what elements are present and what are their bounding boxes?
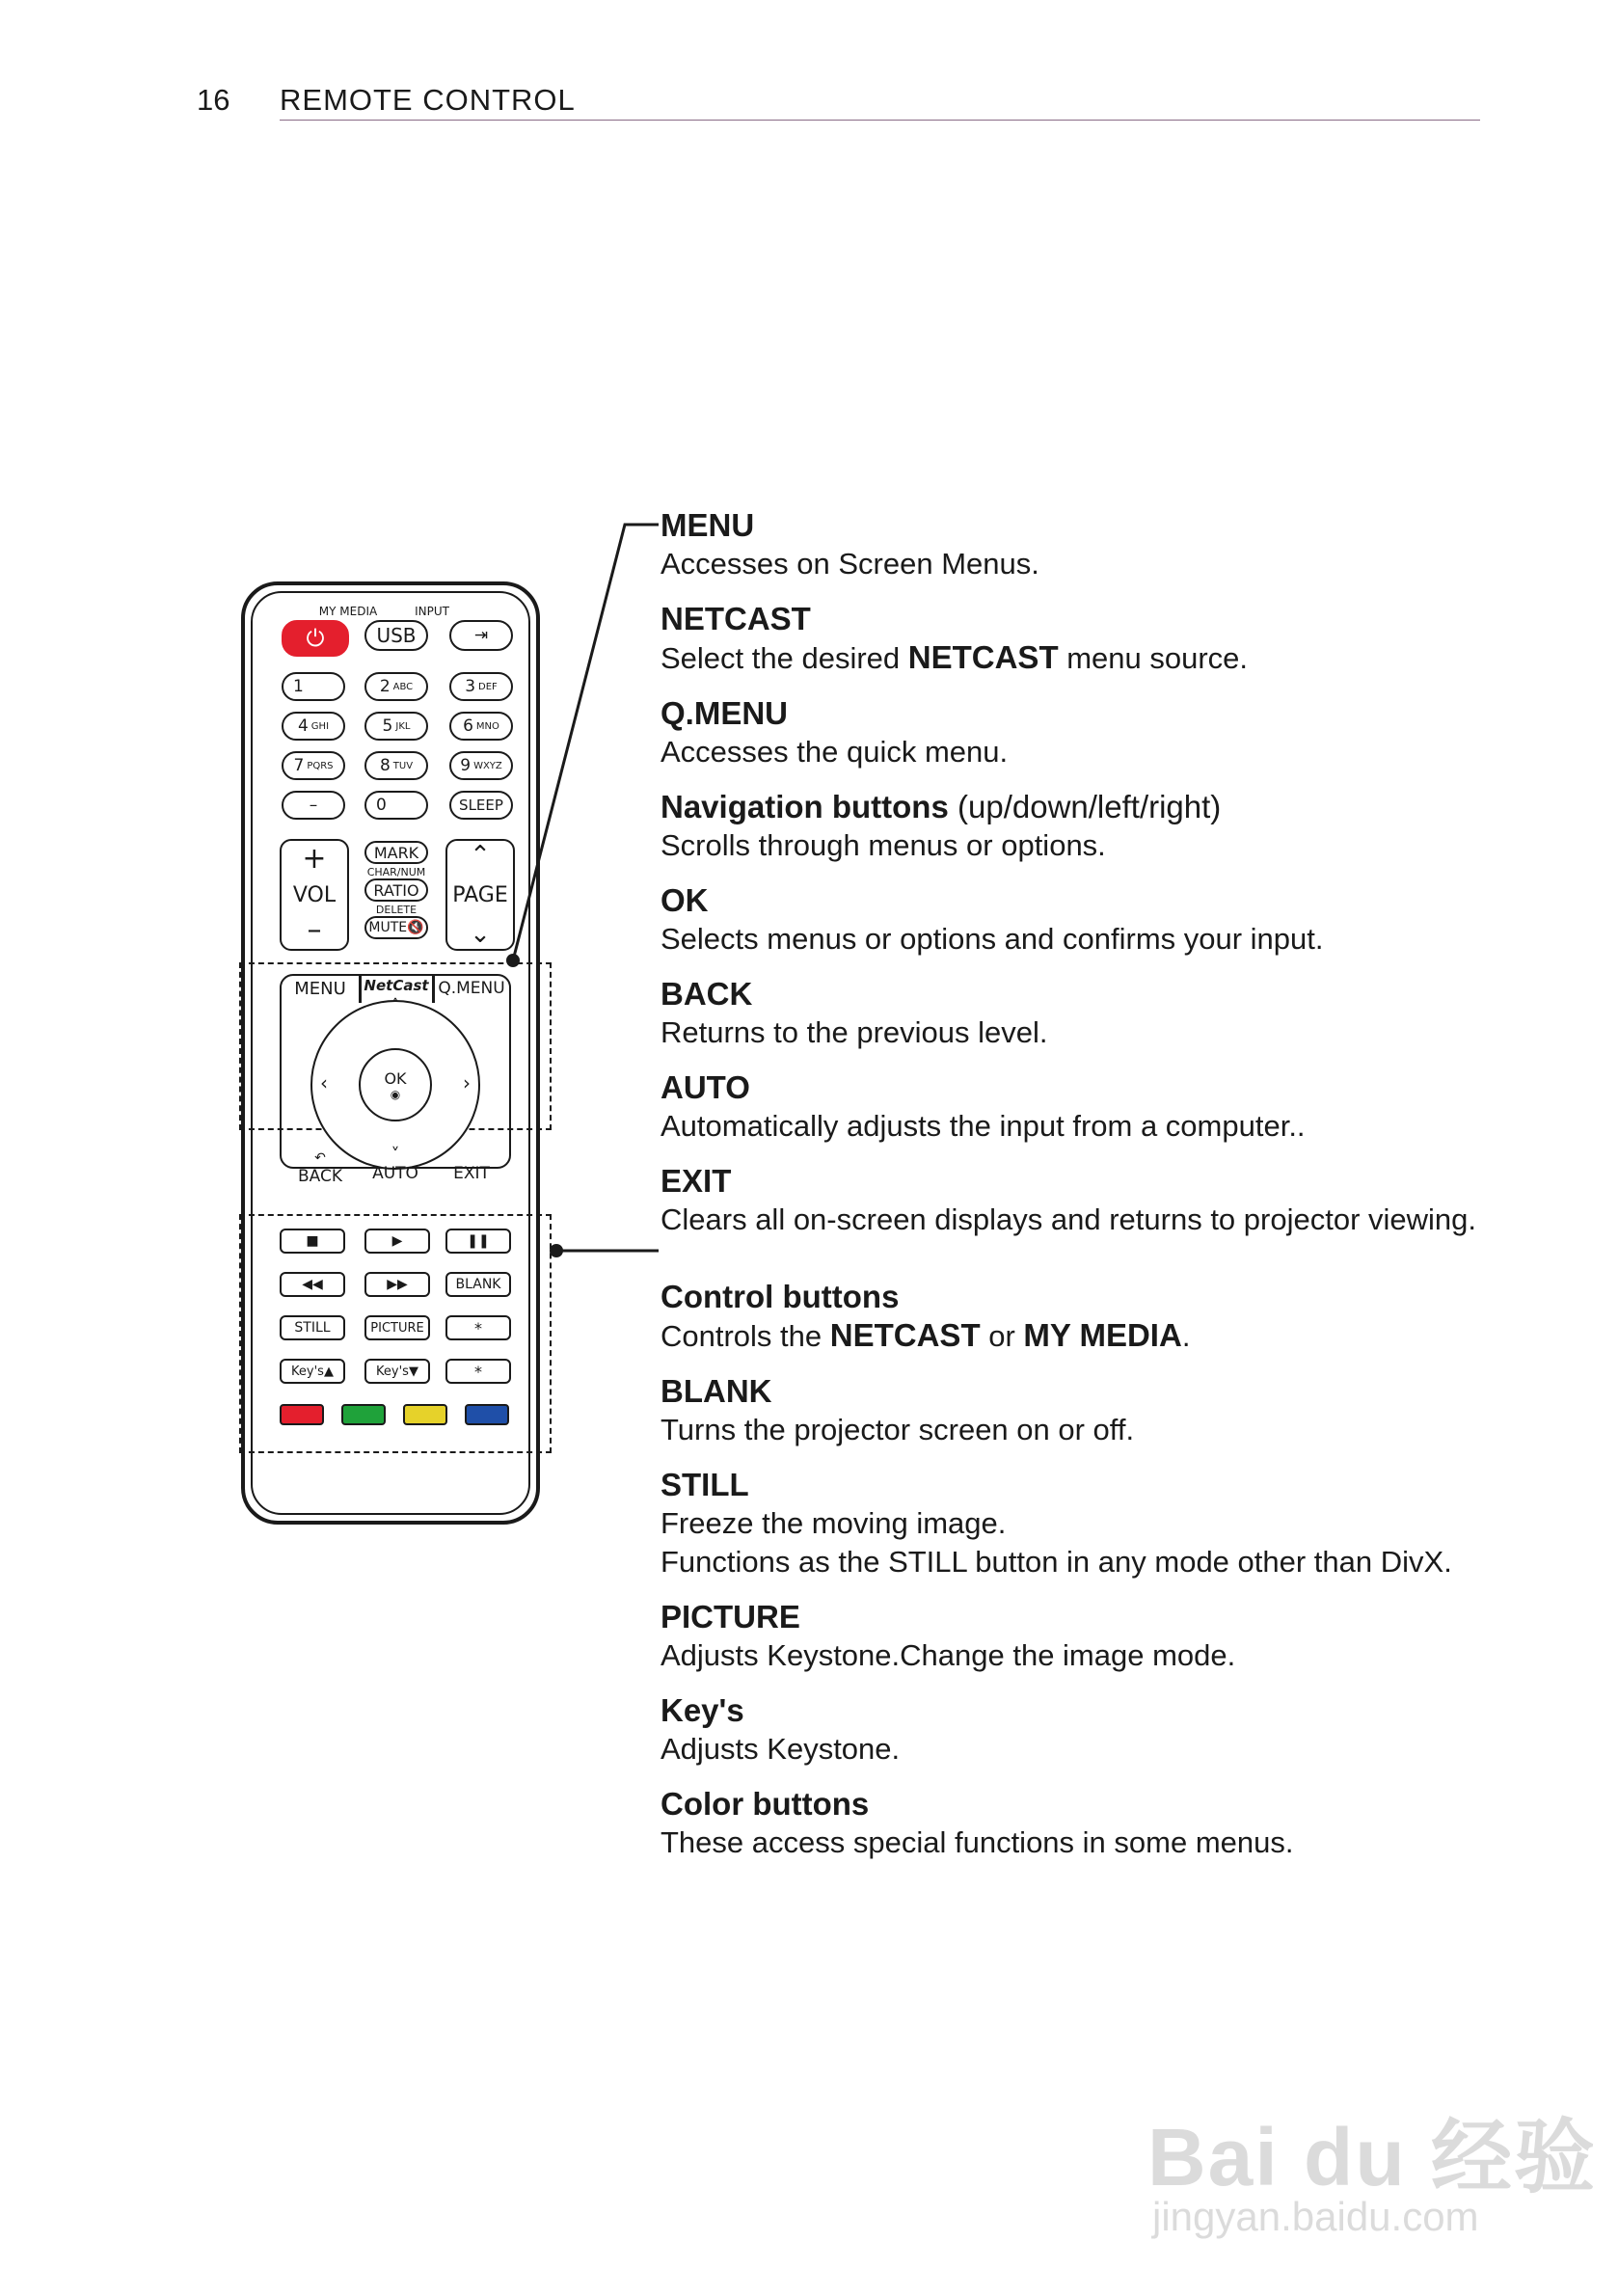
entry-q-menu [661, 694, 1490, 771]
star-button-2[interactable]: * [445, 1359, 511, 1384]
vol-label: VOL [292, 882, 337, 907]
term-q-menu: Q.MENU [661, 695, 788, 731]
entry-menu [661, 506, 1490, 583]
nav-right-icon[interactable]: › [463, 1071, 471, 1094]
yellow-button[interactable] [403, 1404, 447, 1425]
numpad-0[interactable]: 0 [364, 791, 428, 820]
mute-label: MUTE [368, 920, 408, 935]
digit-9: 9 [460, 756, 472, 775]
letters-5: JKL [395, 720, 411, 732]
page-title: REMOTE CONTROL [280, 83, 576, 117]
entry-keys [661, 1691, 1490, 1769]
numpad-2[interactable] [364, 672, 428, 701]
blank-button[interactable]: BLANK [445, 1272, 511, 1297]
desc-blank: Turns the projector screen on or off. [661, 1413, 1135, 1446]
desc-picture: Adjusts Keystone.Change the image mode. [661, 1638, 1236, 1672]
term-color-buttons: Color buttons [661, 1786, 870, 1822]
page-number: 16 [197, 83, 230, 117]
numpad-9[interactable] [449, 751, 513, 780]
term-picture: PICTURE [661, 1599, 800, 1634]
keys-down-button[interactable]: Key's▼ [364, 1359, 430, 1384]
exit-button[interactable]: EXIT [453, 1164, 490, 1183]
star-button-1[interactable]: * [445, 1315, 511, 1340]
digit-8: 8 [379, 756, 391, 775]
entry-ok [661, 881, 1490, 959]
back-icon: ↶ [314, 1150, 326, 1166]
auto-button[interactable]: AUTO [372, 1164, 418, 1183]
page-down-icon[interactable]: ⌄ [470, 920, 491, 949]
term-control-buttons: Control buttons [661, 1279, 900, 1314]
power-icon: ⏻ [306, 625, 325, 652]
vol-minus[interactable]: – [307, 913, 322, 947]
desc-exit: Clears all on-screen displays and returns to projector viewing. [661, 1202, 1477, 1236]
entry-back [661, 975, 1490, 1052]
term-ok: OK [661, 882, 709, 918]
pause-icon: ❚❚ [467, 1233, 490, 1249]
keys-up-button[interactable]: Key's▲ [280, 1359, 345, 1384]
desc-still-2: Functions as the STILL button in any mode other than DivX. [661, 1545, 1452, 1579]
letters-6: MNO [475, 720, 499, 732]
ok-dot-icon: ◉ [390, 1087, 401, 1101]
nav-up-icon[interactable]: ˄ [391, 996, 400, 1016]
digit-7: 7 [293, 756, 305, 775]
desc-ok: Selects menus or options and confirms your input. [661, 922, 1324, 956]
picture-button[interactable]: PICTURE [364, 1315, 430, 1340]
digit-4: 4 [297, 716, 309, 736]
watermark-url: jingyan.baidu.com [1152, 2194, 1479, 2239]
delete-label: DELETE [375, 904, 418, 916]
vol-plus[interactable]: + [302, 842, 327, 876]
blue-button[interactable] [465, 1404, 509, 1425]
numpad-4[interactable] [282, 712, 345, 741]
numpad-3[interactable] [449, 672, 513, 701]
term-navigation: Navigation buttons (up/down/left/right) [661, 789, 1222, 824]
desc-control-buttons: Controls the NETCAST or MY MEDIA. [661, 1317, 1191, 1353]
mark-button[interactable]: MARK [364, 841, 428, 864]
numpad-8[interactable] [364, 751, 428, 780]
entry-color-buttons [661, 1785, 1490, 1862]
stop-icon: ■ [306, 1233, 319, 1249]
letters-3: DEF [478, 681, 498, 692]
speaker-mute-icon: 🔇 [407, 920, 424, 935]
letters-8: TUV [392, 760, 414, 771]
page-up-icon[interactable]: ⌃ [470, 841, 491, 870]
digit-1: 1 [293, 677, 304, 696]
mute-button[interactable] [364, 916, 428, 939]
ratio-button[interactable]: RATIO [364, 878, 428, 902]
input-label: INPUT [415, 605, 449, 618]
desc-color-buttons: These access special functions in some menus. [661, 1825, 1294, 1859]
my-media-label: MY MEDIA [318, 605, 378, 618]
watermark-logo: Bai du 经验 [1147, 2112, 1598, 2202]
rewind-button[interactable] [280, 1272, 345, 1297]
still-button[interactable]: STILL [280, 1315, 345, 1340]
power-button[interactable] [282, 620, 349, 657]
digit-2: 2 [379, 677, 391, 696]
input-icon: ⇥ [473, 626, 489, 645]
ok-label: OK [384, 1068, 407, 1088]
entry-netcast [661, 600, 1490, 678]
nav-down-icon[interactable]: ˅ [391, 1145, 400, 1165]
page-label: PAGE [452, 882, 508, 907]
letters-9: WXYZ [473, 760, 502, 771]
term-still: STILL [661, 1467, 749, 1502]
entry-navigation [661, 788, 1490, 865]
input-button[interactable] [449, 620, 513, 651]
green-button[interactable] [341, 1404, 386, 1425]
letters-4: GHI [310, 720, 330, 732]
term-netcast: NETCAST [661, 601, 811, 636]
numpad-6[interactable] [449, 712, 513, 741]
entry-auto [661, 1068, 1490, 1146]
char-num-label: CHAR/NUM [366, 866, 426, 878]
back-label: BACK [297, 1167, 342, 1186]
play-button[interactable] [364, 1229, 430, 1254]
desc-menu: Accesses on Screen Menus. [661, 547, 1039, 581]
desc-q-menu: Accesses the quick menu. [661, 735, 1009, 769]
term-back: BACK [661, 976, 753, 1012]
term-exit: EXIT [661, 1163, 732, 1199]
dash-button[interactable]: – [282, 791, 345, 820]
digit-5: 5 [382, 716, 393, 736]
usb-button[interactable]: USB [364, 620, 428, 651]
desc-keys: Adjusts Keystone. [661, 1732, 901, 1766]
nav-left-icon[interactable]: ‹ [320, 1071, 328, 1094]
pause-button[interactable] [445, 1229, 511, 1254]
menu-button[interactable]: MENU [294, 979, 346, 999]
desc-netcast: Select the desired NETCAST menu source. [661, 639, 1249, 675]
page-rocker[interactable] [445, 839, 515, 951]
numpad-5[interactable] [364, 712, 428, 741]
desc-navigation: Scrolls through menus or options. [661, 828, 1106, 862]
desc-auto: Automatically adjusts the input from a computer.. [661, 1109, 1306, 1143]
entry-control-buttons [661, 1278, 1490, 1356]
entry-still [661, 1466, 1490, 1581]
numpad-1[interactable] [282, 672, 345, 701]
remote-illustration [241, 581, 540, 1525]
entry-exit [661, 1162, 1490, 1239]
volume-rocker[interactable] [280, 839, 349, 951]
entry-blank [661, 1372, 1490, 1449]
netcast-button[interactable]: NetCast [364, 977, 429, 994]
letters-2: ABC [392, 681, 414, 692]
fast-forward-icon: ▶▶ [387, 1277, 408, 1292]
ok-button[interactable] [359, 1048, 432, 1121]
stop-button[interactable] [280, 1229, 345, 1254]
sleep-button[interactable]: SLEEP [449, 791, 513, 820]
desc-back: Returns to the previous level. [661, 1015, 1048, 1049]
term-keys: Key's [661, 1692, 744, 1728]
leader-dot-control [550, 1244, 563, 1257]
desc-still: Freeze the moving image. [661, 1506, 1007, 1540]
term-menu: MENU [661, 507, 755, 543]
back-button[interactable] [282, 1148, 359, 1186]
digit-6: 6 [463, 716, 473, 736]
entry-picture [661, 1598, 1490, 1675]
button-descriptions [661, 506, 1490, 1878]
q-menu-button[interactable]: Q.MENU [438, 979, 505, 998]
letters-7: PQRS [307, 760, 334, 771]
term-auto: AUTO [661, 1069, 750, 1105]
term-blank: BLANK [661, 1373, 772, 1409]
rewind-icon: ◀◀ [302, 1277, 323, 1292]
fast-forward-button[interactable] [364, 1272, 430, 1297]
numpad-7[interactable] [282, 751, 345, 780]
digit-3: 3 [465, 677, 476, 696]
play-icon: ▶ [391, 1233, 403, 1249]
red-button[interactable] [280, 1404, 324, 1425]
